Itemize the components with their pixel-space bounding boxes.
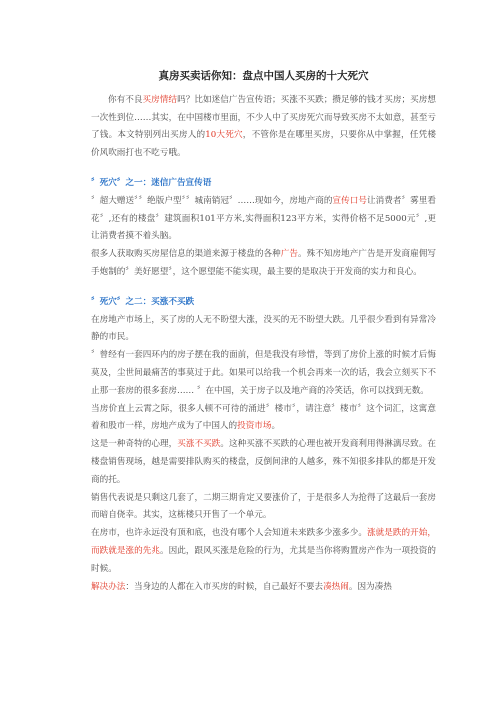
section2-p4-text-a: 这是一种奇特的心理， bbox=[91, 439, 178, 450]
intro-text-1: 你有不良 bbox=[108, 94, 143, 105]
intro-text-2: 吗？比如迷信广告宣传语；买涨不买跌；攒足够的钱才买房；买房想一次性到位……其实，在中国楼市里面，不少人中了买房死穴而导致买房不太如意，甚至亏了钱。本文特别列出买房人的 bbox=[91, 94, 436, 141]
section2-paragraph-6 bbox=[91, 525, 436, 578]
intro-paragraph bbox=[91, 92, 436, 163]
section2-paragraph-3 bbox=[91, 401, 436, 437]
section2-link-buy-rising[interactable]: 买涨不买跌 bbox=[177, 439, 221, 450]
section1-p2-text-b: 。殊不知房地产广告是开发商雇佣写手炮制的〞美好愿望〞，这个愿望能不能实现，最主要的是取决于开发商的实力和良心。 bbox=[91, 249, 436, 277]
section2-p3-text-a: 当房价直上云霄之际，很多人顿不可待的涌进〞楼市〞，请注意〞楼市〞这个词汇，这寓意着和股市一样，房地产成为了中国人的 bbox=[91, 403, 436, 432]
section2-paragraph-4 bbox=[91, 436, 436, 489]
section2-highlight-rise-fall: 涨就是跌的开始，而跌就是涨的先兆 bbox=[91, 528, 436, 556]
section2-p4-text-b: 。这种买涨不买跌的心理也被开发商利用得淋漓尽致。在楼盘销售现场，越是需要排队购买的楼盘，反倒间津的人越多，殊不知很多排队的都是开发商的托。 bbox=[91, 439, 436, 485]
section1-p1-text-a: 〞超大赠送〞〞绝版户型〞〞城南销冠〞……现如今，房地产商的 bbox=[91, 195, 333, 206]
intro-text-3: ，不管你是在哪里买房，只要你从中掌握，任凭楼价风吹雨打也不吃亏哦。 bbox=[91, 130, 436, 159]
section2-solution-label: 解决办法 bbox=[91, 581, 126, 592]
section2-p7-text-b: 。因为凑热 bbox=[348, 581, 392, 592]
section2-paragraph-1: 在房地产市场上，买了房的人无不盼望大涨，没买的无不盼望大跌。几乎很少看到有异常冷静的市民。 bbox=[91, 314, 436, 343]
section2-p6-text-b: 。因此，跟风买涨是危险的行为，尤其是当你将购置房产作为一项投资的时候。 bbox=[91, 545, 436, 574]
section1-link-slogan[interactable]: 宣传口号 bbox=[332, 195, 368, 206]
section2-p7-text-a: ：当身边的人都在入市买房的时候，自己最好不要去 bbox=[125, 581, 324, 592]
section2-link-crowd[interactable]: 凑热闹 bbox=[323, 581, 349, 592]
document-title: 真房买卖话你知：盘点中国人买房的十大死穴 bbox=[158, 70, 369, 82]
section2-paragraph-2: 〞曾经有一套四环内的房子摆在我的面前，但是我没有珍惜，等到了房价上涨的时候才后悔莫及，尘世间最痛苦的事莫过于此。如果可以给我一个机会再来一次的话，我会立刻买下不止那一套房的很多套房…… 〞在中国，关于房子以及地产商的冷笑话，你可以找到无数。 bbox=[91, 350, 436, 396]
section1-link-ad[interactable]: 广告 bbox=[280, 249, 298, 260]
section2-heading: 〞死穴〞之二：买涨不买跌 bbox=[91, 296, 195, 307]
section1-p1-text-b: 让消费者〞雾里看花〞,还有的楼盘〞建筑面积101平方米,实得面积123平方米，实得价格不足5000元〞,更让消费者摸不着头脑。 bbox=[91, 195, 436, 242]
section2-link-investment-market[interactable]: 投资市场 bbox=[237, 421, 272, 432]
section2-paragraph-5: 销售代表说是只剩这几套了，二期三期肯定又要涨价了，于是很多人为抢得了这最后一套房而暗自侥幸。其实，这栋楼只开售了一个单元。 bbox=[91, 492, 436, 521]
section1-paragraph-1 bbox=[91, 193, 436, 246]
section1-heading: 〞死穴〞之一：迷信广告宣传语 bbox=[91, 177, 212, 188]
intro-link-buying-complex[interactable]: 买房情结 bbox=[142, 94, 178, 105]
section2-p6-text-a: 在房市，也许永远没有顶和底，也没有哪个人会知道未来跌多少涨多少。 bbox=[91, 528, 368, 539]
intro-link-ten-weaknesses[interactable]: 10大死穴 bbox=[205, 130, 243, 141]
section2-p3-text-b: 。 bbox=[271, 421, 281, 432]
section1-p2-text-a: 很多人获取购买房屋信息的渠道来源于楼盘的各种 bbox=[91, 249, 281, 260]
section2-paragraph-7 bbox=[91, 579, 436, 597]
section1-paragraph-2 bbox=[91, 246, 436, 282]
